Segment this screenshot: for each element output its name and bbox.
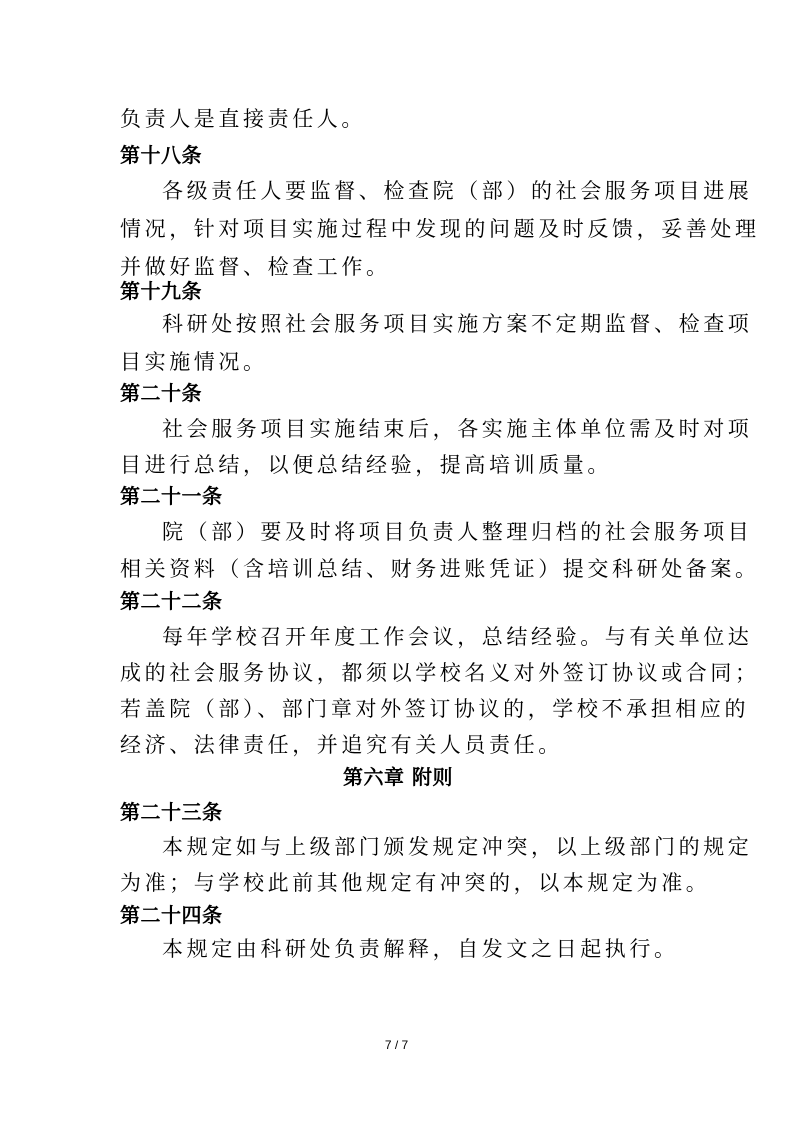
paragraph-line: 社会服务项目实施结束后，各实施主体单位需及时对项 xyxy=(162,417,753,441)
paragraph-line: 为准；与学校此前其他规定有冲突的，以本规定为准。 xyxy=(120,871,711,895)
article-heading-24: 第二十四条 xyxy=(120,903,223,927)
article-heading-19: 第十九条 xyxy=(120,279,202,303)
chapter-heading: 第六章 附则 xyxy=(343,765,453,789)
paragraph-line: 若盖院（部）、部门章对外签订协议的，学校不承担相应的 xyxy=(120,697,750,721)
article-heading-21: 第二十一条 xyxy=(120,484,223,508)
paragraph-line: 并做好监督、检查工作。 xyxy=(120,255,391,279)
paragraph-line: 本规定如与上级部门颁发规定冲突，以上级部门的规定 xyxy=(162,835,753,859)
paragraph-line: 每年学校召开年度工作会议，总结经验。与有关单位达 xyxy=(162,625,753,649)
paragraph-line: 科研处按照社会服务项目实施方案不定期监督、检查项 xyxy=(162,312,753,336)
paragraph-line: 经济、法律责任，并追究有关人员责任。 xyxy=(120,733,563,757)
paragraph-line: 本规定由科研处负责解释，自发文之日起执行。 xyxy=(162,937,679,961)
paragraph-line: 院（部）要及时将项目负责人整理归档的社会服务项目 xyxy=(162,520,753,544)
paragraph-line: 目进行总结，以便总结经验，提高培训质量。 xyxy=(120,453,612,477)
article-heading-18: 第十八条 xyxy=(120,143,202,167)
page-number: 7 / 7 xyxy=(384,1038,409,1052)
paragraph-line: 负责人是直接责任人。 xyxy=(120,107,366,131)
paragraph-line: 成的社会服务协议，都须以学校名义对外签订协议或合同； xyxy=(120,661,760,685)
paragraph-line: 相关资料（含培训总结、财务进账凭证）提交科研处备案。 xyxy=(120,557,760,581)
article-heading-20: 第二十条 xyxy=(120,381,202,405)
article-heading-22: 第二十二条 xyxy=(120,589,223,613)
paragraph-line: 各级责任人要监督、检查院（部）的社会服务项目进展 xyxy=(162,179,753,203)
paragraph-line: 目实施情况。 xyxy=(120,350,268,374)
article-heading-23: 第二十三条 xyxy=(120,800,223,824)
paragraph-line: 情况，针对项目实施过程中发现的问题及时反馈，妥善处理 xyxy=(120,217,760,241)
